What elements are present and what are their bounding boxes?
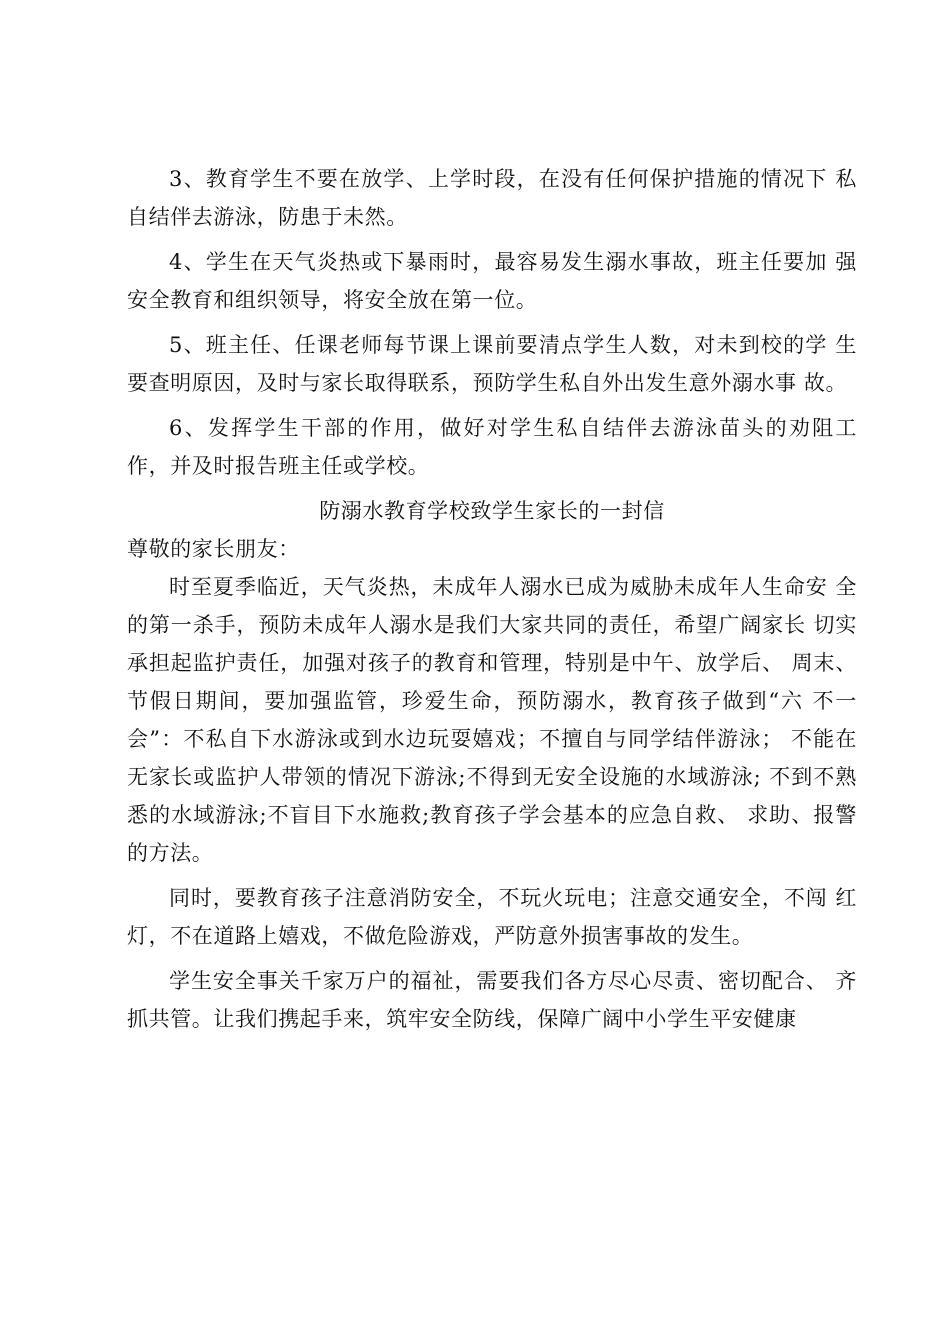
list-item-5: 5、班主任、任课老师每节课上课前要清点学生人数，对未到校的学 生要查明原因，及时与家长取得联系，预防学生私自外出发生意外溺水事 故。 [127, 333, 857, 395]
list-item-4: 4、学生在天气炎热或下暴雨时，最容易发生溺水事故，班主任要加 强安全教育和组织领导，将安全放在第一位。 [127, 250, 857, 312]
letter-paragraph-3: 学生安全事关千家万户的福祉，需要我们各方尽心尽责、密切配合、 齐抓共管。让我们携起手来，筑牢安全防线，保障广阔中小学生平安健康 [127, 969, 857, 1031]
list-item-3: 3、教育学生不要在放学、上学时段，在没有任何保护措施的情况下 私自结伴去游泳，防患于未然。 [127, 167, 857, 229]
letter-paragraph-1: 时至夏季临近，天气炎热，未成年人溺水已成为威胁未成年人生命安 全的第一杀手，预防未成年人溺水是我们大家共同的责任，希望广阔家长 切实承担起监护责任，加强对孩子的教育和管理，特别是中午、放学后、 周末、节假日期间，要加强监管，珍爱生命，预防溺水，教育孩子做到“六 不一会”：不私自下水游泳或到水边玩耍嬉戏；不擅自与同学结伴游泳； 不能在无家长或监护人带领的情况下游泳;不得到无安全设施的水域游泳; 不到不熟悉的水域游泳;不盲目下水施救;教育孩子学会基本的应急自救、 求助、报警的方法。 [127, 575, 857, 865]
letter-salutation: 尊敬的家长朋友： [127, 537, 300, 561]
document-page [127, 160, 857, 1045]
letter-title: 防溺水教育学校致学生家长的一封信 [319, 499, 665, 523]
list-item-6: 6、发挥学生干部的作用，做好对学生私自结伴去游泳苗头的劝阻工 作，并及时报告班主任或学校。 [127, 416, 857, 478]
letter-paragraph-2: 同时，要教育孩子注意消防安全，不玩火玩电；注意交通安全，不闯 红灯，不在道路上嬉戏，不做危险游戏，严防意外损害事故的发生。 [127, 886, 857, 948]
